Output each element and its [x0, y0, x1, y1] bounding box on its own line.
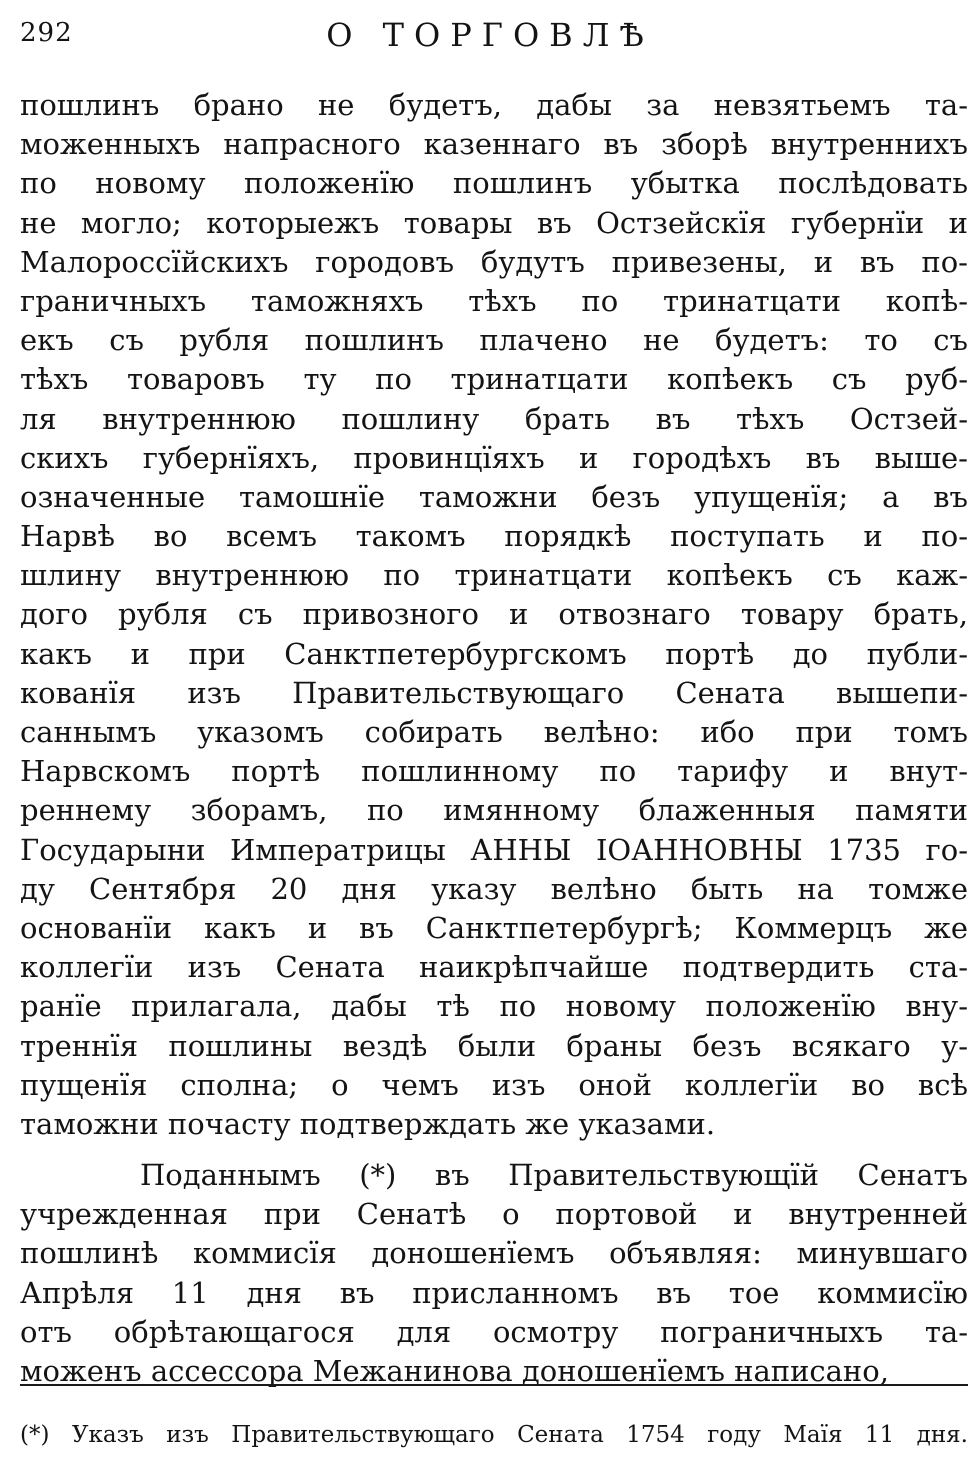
text-line: моженныхъ напрасного казеннаго въ зборѣ внутреннихъ: [20, 127, 968, 162]
text-line: саннымъ указомъ собирать велѣно: ибо при томъ: [20, 715, 968, 749]
footnote-divider: [20, 1384, 968, 1386]
text-line: не могло; которыежъ товары въ Остзейскїя губернїи и: [20, 205, 968, 240]
text-line: ду Сентября 20 дня указу велѣно быть на томже: [20, 871, 968, 906]
text-line: пошлинѣ коммисїя доношенїемъ объявляя: минувшаго: [20, 1236, 968, 1271]
text-line: учрежденная при Сенатѣ о портовой и внутренней: [20, 1197, 968, 1232]
text-line: таможни почасту подтверждать же указами.: [20, 1106, 716, 1141]
text-line: по новому положенїю пошлинъ убытка послѣдовать: [20, 166, 968, 201]
text-line: пущенїя сполна; о чемъ изъ оной коллегїи во всѣ: [20, 1067, 968, 1102]
text-line: Поданнымъ (*) въ Правительствующїй Сенатъ: [140, 1158, 968, 1193]
text-line: какъ и при Санктпетербургскомъ портѣ до публи-: [20, 636, 968, 671]
text-line: дого рубля съ привозного и отвознаго товару брать,: [20, 597, 968, 632]
running-title: О ТОРГОВЛѢ: [326, 16, 654, 54]
text-line: основанїи какъ и въ Санктпетербургѣ; Коммерцъ же: [20, 910, 968, 945]
text-line: кованїя изъ Правительствующаго Сената вышепи-: [20, 675, 968, 710]
text-line: Нарвѣ во всемъ такомъ порядкѣ поступать и по-: [20, 519, 968, 554]
text-line: Апрѣля 11 дня въ присланномъ въ тое коммисїю: [20, 1275, 968, 1310]
text-line: граничныхъ таможняхъ тѣхъ по тринатцати копѣ-: [20, 283, 968, 318]
text-line: Малороссїйскихъ городовъ будутъ привезены, и въ по-: [20, 244, 968, 279]
paragraph: [20, 86, 968, 1144]
paragraph: [20, 1156, 968, 1391]
paragraph-gap: [20, 1144, 968, 1156]
text-line: коллегїи изъ Сената наикрѣпчайше подтвердить ста-: [20, 950, 968, 985]
text-line: Нарвскомъ портѣ пошлинному по тарифу и внут-: [20, 754, 968, 789]
text-line: отъ обрѣтающагося для осмотру пограничныхъ та-: [20, 1314, 968, 1349]
text-line: моженъ ассессора Межанинова доношенїемъ написано,: [20, 1354, 889, 1388]
text-line: Государыни Императрицы АННЫ ІОАННОВНЫ 1735 го-: [20, 832, 968, 867]
text-line: тѣхъ товаровъ ту по тринатцати копѣекъ съ руб-: [20, 362, 968, 397]
text-line: екъ съ рубля пошлинъ плачено не будетъ: то съ: [20, 323, 968, 358]
text-line: означенные тамошнїе таможни безъ упущенїя; а въ: [20, 479, 968, 514]
text-line: реннему зборамъ, по имянному блаженныя памяти: [20, 793, 968, 828]
text-line: треннїя пошлины вездѣ были браны безъ всякаго у-: [20, 1028, 968, 1063]
body-text: [20, 86, 968, 1391]
text-line: пошлинъ брано не будетъ, дабы за невзятьемъ та-: [20, 88, 968, 122]
text-line: шлину внутреннюю по тринатцати копѣекъ съ каж-: [20, 558, 968, 593]
text-line: ранїе прилагала, дабы тѣ по новому положенїю вну-: [20, 989, 968, 1024]
page-number: 292: [20, 18, 73, 48]
running-head: [20, 10, 960, 54]
footnote: (*) Указъ изъ Правительствующаго Сената 1754 году Маїя 11 дня.: [20, 1422, 968, 1448]
text-line: скихъ губернїяхъ, провинцїяхъ и городѣхъ въ выше-: [20, 440, 968, 475]
text-line: ля внутреннюю пошлину брать въ тѣхъ Остзей-: [20, 401, 968, 436]
